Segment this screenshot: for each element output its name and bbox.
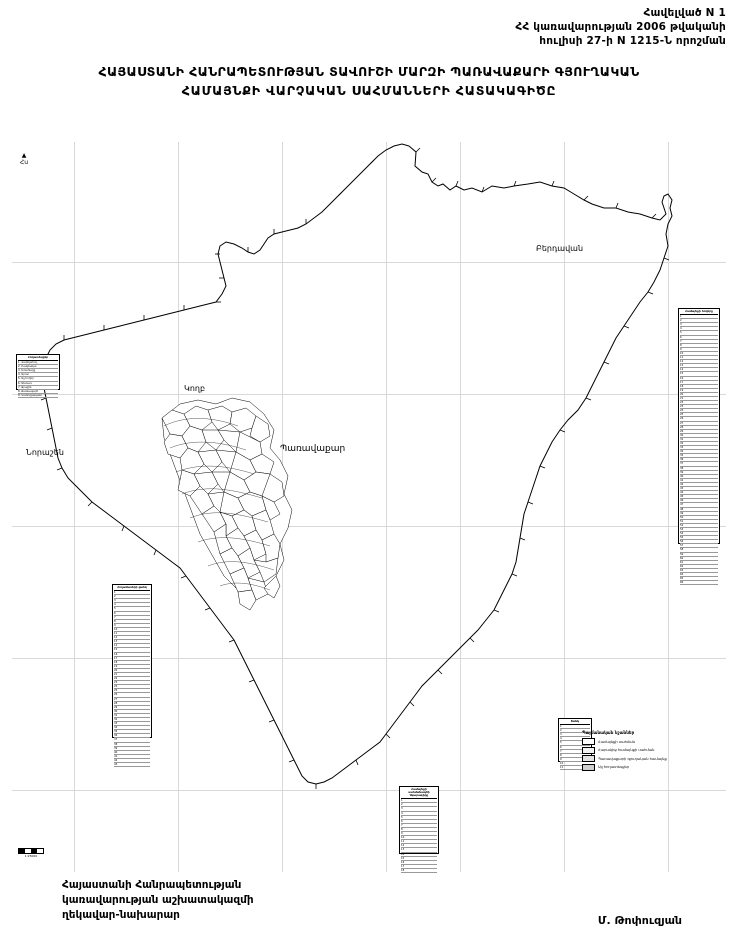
info-box-row: 40: [680, 475, 718, 479]
info-box-row: 43: [114, 763, 150, 767]
info-box-row: 32: [114, 718, 150, 722]
info-box-row: 6: [401, 820, 437, 824]
info-box-row: 4: [114, 603, 150, 607]
info-box-row: 10: [114, 628, 150, 632]
info-box-row: 31: [114, 714, 150, 718]
info-box-row: 39: [114, 747, 150, 751]
info-box-row: 1. Վարելահող: [18, 361, 58, 365]
info-box-row: 22: [680, 401, 718, 405]
info-box-row: 9: [114, 624, 150, 628]
document-reference-line-1: Հավելված N 1: [643, 7, 726, 19]
info-box-left-lower-title: Հողամասերի ցանկ: [114, 586, 150, 591]
info-box-row: 9: [560, 758, 590, 762]
page-title-line-1: ՀԱՅԱՍՏԱՆԻ ՀԱՆՐԱՊԵՏՈՒԹՅԱՆ ՏԱՎՈՒՇԻ ՄԱՐԶԻ ՊԱՌԱՎԱՔԱՐԻ ԳՅՈՒՂԱԿԱՆ: [98, 64, 640, 79]
info-box-row: 5: [680, 331, 718, 335]
info-box-row: 32: [680, 442, 718, 446]
info-box-row: 45: [680, 495, 718, 499]
map-legend: [582, 730, 702, 772]
info-box-row: 27: [680, 422, 718, 426]
info-box-row: 52: [680, 524, 718, 528]
legend-swatch-icon: [582, 764, 595, 771]
legend-item: [582, 755, 702, 762]
info-box-row: 6: [114, 612, 150, 616]
info-box-row: 47: [680, 503, 718, 507]
info-box-row: 63: [680, 569, 718, 573]
info-box-row: 1: [114, 591, 150, 595]
info-box-row: 12: [680, 360, 718, 364]
map-canvas[interactable]: [12, 142, 726, 872]
info-box-row: 34: [680, 450, 718, 454]
info-box-row: 34: [114, 726, 150, 730]
info-box-row: 57: [680, 544, 718, 548]
info-box-row: 31: [680, 438, 718, 442]
info-box-row: 16: [114, 653, 150, 657]
info-box-row: 1: [401, 799, 437, 803]
info-box-row: 29: [114, 706, 150, 710]
legend-item-label: Համայնքի սահման: [598, 739, 635, 744]
info-box-row: 5: [114, 607, 150, 611]
info-box-row: 20: [114, 669, 150, 673]
info-box-row: 18: [114, 661, 150, 665]
north-arrow: [20, 152, 28, 166]
info-box-row: 35: [114, 730, 150, 734]
info-box-row: 7: [114, 616, 150, 620]
info-box-row: 12: [114, 636, 150, 640]
info-box-row: 33: [114, 722, 150, 726]
info-box-row: 36: [114, 734, 150, 738]
info-box-row: 24: [680, 409, 718, 413]
info-box-row: 39: [680, 471, 718, 475]
info-box-row: 9. Կառուցապատ: [18, 394, 58, 398]
info-box-row: 36: [680, 458, 718, 462]
info-box-row: 38: [114, 743, 150, 747]
info-box-row: 58: [680, 548, 718, 552]
info-box-row: 19: [680, 389, 718, 393]
north-arrow-glyph: ▲: [21, 152, 27, 159]
legend-item: [582, 747, 702, 754]
settlement-label-west: Նորաշեն: [26, 448, 64, 457]
info-box-row: 2: [680, 319, 718, 323]
info-box-row: 26: [680, 417, 718, 421]
info-box-row: 61: [680, 561, 718, 565]
info-box-north-east-title: Համայնքի հողերը: [680, 310, 718, 315]
info-box-row: 15: [680, 372, 718, 376]
info-box-row: 26: [114, 693, 150, 697]
info-box-row: 42: [680, 483, 718, 487]
info-box-row: 6: [680, 336, 718, 340]
scale-bar-label: 1:25000: [24, 854, 38, 858]
info-box-row: 2. Բազմամյա: [18, 365, 58, 369]
info-box-row: 15: [114, 648, 150, 652]
signature-line-1: Հայաստանի Հանրապետության: [62, 879, 242, 891]
scale-bar: [18, 848, 44, 858]
info-box-row: 2: [560, 729, 590, 733]
info-box-row: 5: [560, 741, 590, 745]
info-box-row: 11: [401, 840, 437, 844]
info-box-row: 28: [680, 426, 718, 430]
info-box-west-title: Հողատեսքեր: [18, 356, 58, 361]
signatory-name: Մ. Թոփուզյան: [597, 914, 682, 927]
info-box-north-east[interactable]: [678, 308, 720, 585]
info-box-row: 17: [680, 381, 718, 385]
info-box-row: 62: [680, 565, 718, 569]
info-box-row: 55: [680, 536, 718, 540]
info-box-row: 64: [680, 573, 718, 577]
info-box-row: 23: [680, 405, 718, 409]
info-box-row: 33: [680, 446, 718, 450]
info-box-bottom-title: Համայնքի սահմանագծի նկարագիրը: [401, 788, 437, 799]
info-box-row: 27: [114, 698, 150, 702]
signature-line-2: կառավարության աշխատակազմի: [62, 894, 254, 906]
info-box-row: 60: [680, 557, 718, 561]
info-box-row: 21: [114, 673, 150, 677]
info-box-row: 7: [560, 750, 590, 754]
page-title: [0, 62, 738, 100]
info-box-row: 29: [680, 430, 718, 434]
info-box-row: 35: [680, 454, 718, 458]
info-box-row: 11: [680, 356, 718, 360]
info-box-row: 13: [680, 364, 718, 368]
signature-line-3: ղեկավար-նախարար: [62, 909, 180, 921]
info-box-row: 17: [114, 657, 150, 661]
info-box-row: 15: [401, 857, 437, 861]
info-box-row: 24: [114, 685, 150, 689]
info-box-row: 25: [680, 413, 718, 417]
info-box-row: 41: [680, 479, 718, 483]
info-box-row: 22: [114, 677, 150, 681]
north-arrow-label: Հս: [20, 159, 29, 166]
info-box-row: 66: [680, 581, 718, 585]
info-box-row: 41: [114, 755, 150, 759]
info-box-row: 16: [401, 861, 437, 865]
info-box-row: 13: [114, 640, 150, 644]
document-reference-line-3: հուլիսի 27-ի N 1215-Ն որոշման: [539, 35, 726, 47]
info-box-row: 8: [680, 344, 718, 348]
info-box-row: 37: [680, 462, 718, 466]
info-box-row: 11: [560, 766, 590, 770]
info-box-right-lower-title: Ցանկ: [560, 720, 590, 725]
legend-item: [582, 738, 702, 745]
info-box-row: 42: [114, 759, 150, 763]
settlement-label-paravakar: Պառավաքար: [280, 444, 346, 454]
info-box-row: 1: [560, 725, 590, 729]
info-box-row: 28: [114, 702, 150, 706]
info-box-row: 7. Ջրային: [18, 386, 58, 390]
info-box-row: 10: [401, 836, 437, 840]
info-box-row: 4: [560, 737, 590, 741]
info-box-row: 4. Արոտ: [18, 373, 58, 377]
info-box-row: 14: [401, 853, 437, 857]
info-box-row: 38: [680, 467, 718, 471]
info-box-row: 9: [680, 348, 718, 352]
info-box-row: 51: [680, 520, 718, 524]
info-box-row: 40: [114, 751, 150, 755]
settlement-label-ne: Բերդավան: [536, 244, 584, 253]
info-box-bottom[interactable]: [399, 786, 439, 872]
info-box-row: 3. Խոտհարք: [18, 369, 58, 373]
legend-swatch-icon: [582, 747, 595, 754]
info-box-row: 23: [114, 681, 150, 685]
info-box-row: 1: [680, 315, 718, 319]
legend-swatch-icon: [582, 755, 595, 762]
info-box-row: 19: [114, 665, 150, 669]
info-box-row: 49: [680, 512, 718, 516]
info-box-row: 17: [401, 865, 437, 869]
info-box-row: 3: [560, 733, 590, 737]
info-box-row: 8. Ճանապարհ: [18, 390, 58, 394]
info-box-row: 8: [401, 828, 437, 832]
info-box-row: 18: [680, 385, 718, 389]
info-box-row: 43: [680, 487, 718, 491]
info-box-row: 2: [114, 595, 150, 599]
info-box-row: 7: [680, 340, 718, 344]
info-box-row: 18: [401, 869, 437, 873]
info-box-row: 3: [680, 323, 718, 327]
info-box-row: 12: [401, 844, 437, 848]
info-box-row: 30: [680, 434, 718, 438]
legend-title: Պայմանական նշաններ: [582, 730, 635, 735]
info-box-row: 53: [680, 528, 718, 532]
info-box-row: 5: [401, 816, 437, 820]
info-box-row: 14: [114, 644, 150, 648]
info-box-row: 37: [114, 738, 150, 742]
info-box-row: 7: [401, 824, 437, 828]
info-box-row: 44: [680, 491, 718, 495]
signature-block-left: [62, 878, 254, 923]
info-box-row: 48: [680, 508, 718, 512]
legend-item-label: Այլ հողատեսքեր: [598, 765, 630, 769]
info-box-west[interactable]: [16, 354, 60, 397]
info-box-row: 16: [680, 377, 718, 381]
info-box-row: 21: [680, 397, 718, 401]
document-reference-line-2: ՀՀ կառավարության 2006 թվականի: [515, 21, 726, 33]
info-box-row: 56: [680, 540, 718, 544]
info-box-row: 46: [680, 499, 718, 503]
info-box-row: 30: [114, 710, 150, 714]
info-box-row: 6: [560, 746, 590, 750]
info-box-row: 59: [680, 553, 718, 557]
info-box-row: 8: [560, 754, 590, 758]
info-box-row: 14: [680, 368, 718, 372]
info-box-row: 3: [401, 807, 437, 811]
info-box-row: 4: [680, 327, 718, 331]
legend-item-label: Պառավաքարի գյուղական համայնք: [598, 756, 667, 761]
info-box-row: 6. Անտառ: [18, 382, 58, 386]
info-box-row: 5. Այլ հողեր: [18, 377, 58, 381]
legend-swatch-icon: [582, 738, 595, 745]
info-box-row: 20: [680, 393, 718, 397]
info-box-row: 2: [401, 803, 437, 807]
info-box-row: 54: [680, 532, 718, 536]
info-box-row: 10: [560, 762, 590, 766]
info-box-row: 50: [680, 516, 718, 520]
legend-item: [582, 764, 702, 771]
info-box-row: 13: [401, 848, 437, 852]
info-box-row: 4: [401, 812, 437, 816]
legend-item-label: Հարակից համայնքի սահման: [598, 748, 655, 752]
info-box-row: 11: [114, 632, 150, 636]
info-box-row: 8: [114, 620, 150, 624]
info-box-row: 9: [401, 832, 437, 836]
info-box-row: 25: [114, 689, 150, 693]
info-box-row: 10: [680, 352, 718, 356]
document-reference: [515, 6, 726, 48]
settlement-label-koghb: Կողբ: [184, 384, 206, 393]
page-title-line-2: ՀԱՄԱՅՆՔԻ ՎԱՐՉԱԿԱՆ ՍԱՀՄԱՆՆԵՐԻ ՀԱՏԱԿԱԳԻԾԸ: [181, 83, 557, 98]
info-box-row: 65: [680, 577, 718, 581]
info-box-row: 3: [114, 599, 150, 603]
info-box-left-lower[interactable]: [112, 584, 152, 767]
